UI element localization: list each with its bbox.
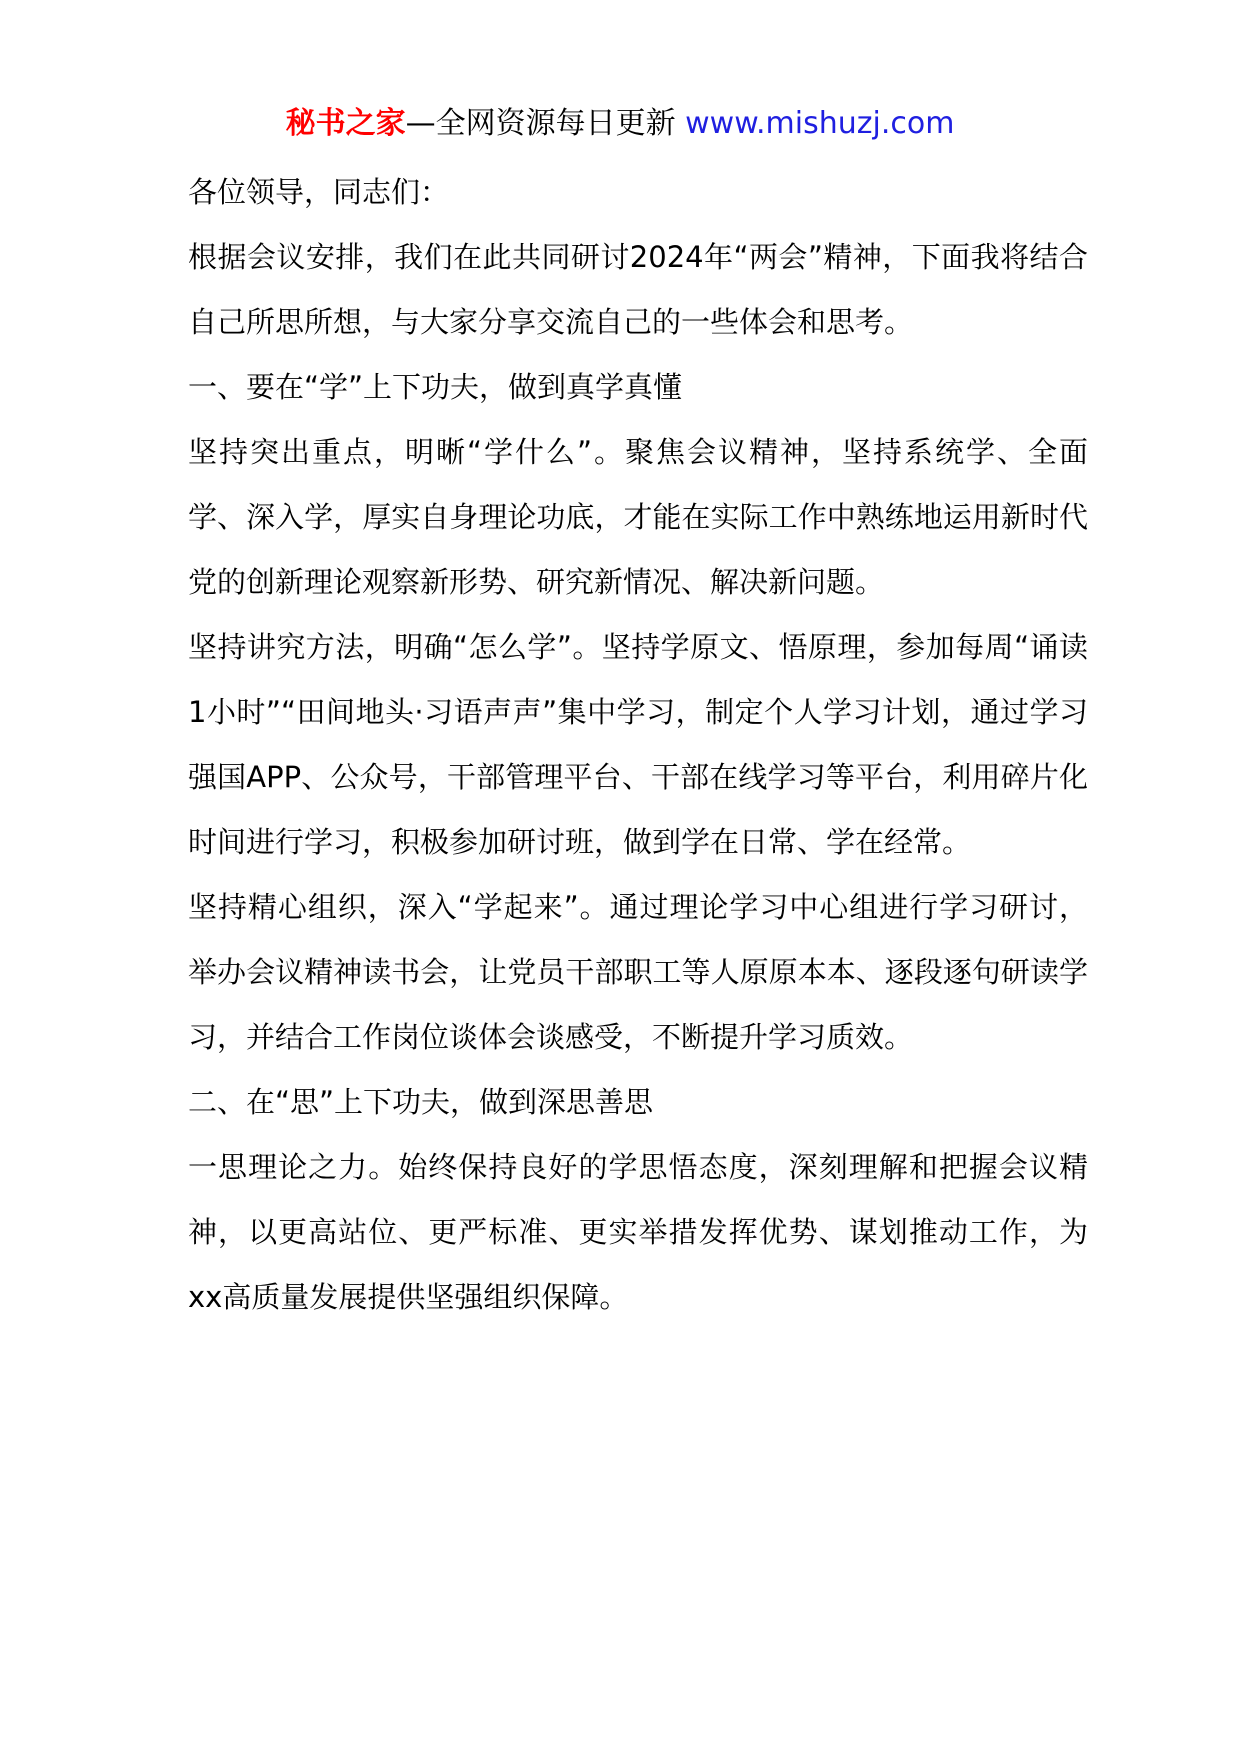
salutation: 各位领导，同志们： <box>188 175 450 209</box>
body-paragraph: 坚持讲究方法，明确“怎么学”。坚持学原文、悟原理，参加每周“诵读1小时”“田间地头·习语声声”集中学习，制定个人学习计划，通过学习强国APP、公众号，干部管理平台、干部在线学习等平台，利用碎片化时间进行学习，积极参加研讨班，做到学在日常、学在经常。 <box>188 630 1088 859</box>
intro-paragraph: 根据会议安排，我们在此共同研讨2024年“两会”精神，下面我将结合自己所思所想，与大家分享交流自己的一些体会和思考。 <box>188 240 1088 339</box>
header-tagline: —全网资源每日更新 <box>405 106 686 141</box>
body-paragraph: 坚持突出重点，明晰“学什么”。聚焦会议精神，坚持系统学、全面学、深入学，厚实自身理论功底，才能在实际工作中熟练地运用新时代党的创新理论观察新形势、研究新情况、解决新问题。 <box>188 435 1088 599</box>
page-header <box>0 100 1240 148</box>
section-heading-1: 一、要在“学”上下功夫，做到真学真懂 <box>188 370 683 404</box>
site-url-link[interactable]: www.mishuzj.com <box>685 106 955 141</box>
body-paragraph: 一思理论之力。始终保持良好的学思悟态度，深刻理解和把握会议精神，以更高站位、更严标准、更实举措发挥优势、谋划推动工作，为xx高质量发展提供坚强组织保障。 <box>188 1150 1088 1314</box>
document-body <box>188 160 1088 1330</box>
body-paragraph: 坚持精心组织，深入“学起来”。通过理论学习中心组进行学习研讨，举办会议精神读书会，让党员干部职工等人原原本本、逐段逐句研读学习，并结合工作岗位谈体会谈感受，不断提升学习质效。 <box>188 890 1088 1054</box>
brand-name: 秘书之家 <box>285 106 406 141</box>
section-heading-2: 二、在“思”上下功夫，做到深思善思 <box>188 1085 654 1119</box>
